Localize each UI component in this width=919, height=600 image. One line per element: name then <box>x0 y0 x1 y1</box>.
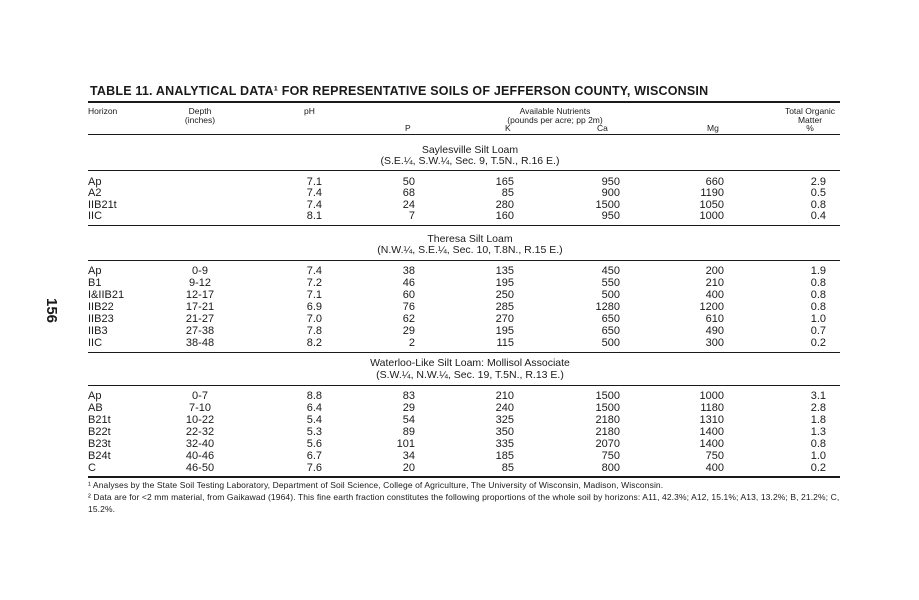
cell-ca: 2180 <box>595 414 620 426</box>
cell-k: 270 <box>495 313 514 325</box>
cell-k: 250 <box>495 289 514 301</box>
cell-ca: 500 <box>601 337 620 349</box>
table-row <box>0 301 919 313</box>
cell-organic-matter: 1.0 <box>810 313 826 325</box>
cell-ph: 5.4 <box>306 414 322 426</box>
cell-mg: 400 <box>705 462 724 474</box>
table-row <box>0 187 919 199</box>
cell-p: 101 <box>396 438 415 450</box>
cell-ph: 7.6 <box>306 462 322 474</box>
cell-k: 285 <box>495 301 514 313</box>
table-row <box>0 402 919 414</box>
cell-ca: 950 <box>601 176 620 188</box>
cell-horizon: C <box>88 462 96 474</box>
cell-mg: 200 <box>705 265 724 277</box>
cell-horizon: IIB21t <box>88 199 117 211</box>
cell-organic-matter: 2.8 <box>810 402 826 414</box>
cell-ca: 1500 <box>595 402 620 414</box>
table-row <box>0 462 919 474</box>
cell-organic-matter: 1.3 <box>810 426 826 438</box>
header-p: P <box>405 123 411 133</box>
cell-mg: 400 <box>705 289 724 301</box>
cell-p: 83 <box>402 390 415 402</box>
cell-ca: 2070 <box>595 438 620 450</box>
cell-ph: 8.8 <box>306 390 322 402</box>
section-title: Theresa Silt Loam <box>427 233 513 245</box>
cell-p: 50 <box>402 176 415 188</box>
section-location: (N.W.¼, S.E.¼, Sec. 10, T.8N., R.15 E.) <box>377 244 563 256</box>
cell-mg: 1200 <box>699 301 724 313</box>
cell-depth: 9-12 <box>188 277 212 289</box>
cell-mg: 1400 <box>699 426 724 438</box>
header-mg: Mg <box>707 123 719 133</box>
cell-ph: 5.3 <box>306 426 322 438</box>
cell-ph: 7.8 <box>306 325 322 337</box>
cell-mg: 1180 <box>700 402 724 414</box>
cell-k: 195 <box>495 277 514 289</box>
header-depth <box>170 107 230 124</box>
cell-mg: 1310 <box>699 414 724 426</box>
cell-horizon: AB <box>88 402 103 414</box>
section-location: (S.E.¼, S.W.¼, Sec. 9, T.5N., R.16 E.) <box>380 155 560 167</box>
cell-horizon: B21t <box>88 414 111 426</box>
section-location: (S.W.¼, N.W.¼, Sec. 19, T.5N., R.13 E.) <box>376 369 564 381</box>
cell-p: 20 <box>402 462 415 474</box>
cell-organic-matter: 0.8 <box>810 277 826 289</box>
cell-k: 185 <box>495 450 514 462</box>
cell-horizon: Ap <box>88 176 102 188</box>
cell-organic-matter: 0.8 <box>810 289 826 301</box>
header-k: K <box>505 123 511 133</box>
cell-k: 160 <box>495 210 514 222</box>
cell-depth: 10-22 <box>185 414 215 426</box>
table-row <box>0 325 919 337</box>
header-depth-unit: (inches) <box>184 114 216 125</box>
table-row <box>0 210 919 222</box>
cell-p: 2 <box>408 337 415 349</box>
cell-k: 195 <box>495 325 514 337</box>
cell-ph: 5.6 <box>306 438 322 450</box>
cell-ca: 1500 <box>595 390 620 402</box>
header-om-line3: % <box>806 123 814 133</box>
cell-k: 325 <box>495 414 514 426</box>
section-title: Saylesville Silt Loam <box>421 144 519 156</box>
cell-ca: 950 <box>601 210 620 222</box>
cell-organic-matter: 0.4 <box>810 210 826 222</box>
cell-ph: 7.4 <box>306 265 322 277</box>
table-title: TABLE 11. ANALYTICAL DATA¹ FOR REPRESENTATIVE SOILS OF JEFFERSON COUNTY, WISCONSIN <box>90 84 709 98</box>
cell-p: 76 <box>402 301 415 313</box>
cell-organic-matter: 0.5 <box>810 187 826 199</box>
cell-depth: 22-32 <box>185 426 215 438</box>
table-row <box>0 265 919 277</box>
cell-horizon: B23t <box>88 438 111 450</box>
cell-k: 165 <box>495 176 514 188</box>
section-rule <box>88 170 840 171</box>
cell-horizon: B24t <box>88 450 111 462</box>
cell-organic-matter: 0.8 <box>810 199 826 211</box>
table-row <box>0 337 919 349</box>
cell-ph: 8.2 <box>306 337 322 349</box>
cell-depth: 0-7 <box>192 390 208 402</box>
cell-horizon: B1 <box>88 277 102 289</box>
table-row <box>0 438 919 450</box>
cell-ca: 650 <box>601 325 620 337</box>
cell-depth: 32-40 <box>185 438 215 450</box>
cell-ph: 6.7 <box>306 450 322 462</box>
table-row <box>0 313 919 325</box>
footnote: ¹ Analyses by the State Soil Testing Laboratory, Department of Soil Science, College of Agriculture, The University of Wisconsin, Madison, Wisconsin. <box>88 480 664 490</box>
cell-ph: 7.4 <box>306 199 322 211</box>
header-om-line2: Matter <box>797 114 823 125</box>
cell-p: 62 <box>402 313 415 325</box>
header-depth-label: Depth <box>188 106 212 116</box>
header-om-line1: Total Organic <box>784 106 836 116</box>
table-row <box>0 450 919 462</box>
cell-ph: 7.2 <box>306 277 322 289</box>
header-ph: pH <box>304 106 315 116</box>
header-ca: Ca <box>597 123 608 133</box>
cell-p: 29 <box>402 325 415 337</box>
table-bottom-rule <box>88 476 840 478</box>
cell-ph: 6.4 <box>306 402 322 414</box>
header-top-rule <box>88 101 840 103</box>
page-number: 156 <box>43 298 60 324</box>
cell-horizon: IIC <box>88 210 103 222</box>
cell-k: 240 <box>495 402 514 414</box>
cell-ca: 450 <box>601 265 620 277</box>
cell-organic-matter: 0.8 <box>810 438 826 450</box>
cell-horizon: IIB3 <box>88 325 108 337</box>
cell-k: 85 <box>501 187 514 199</box>
cell-mg: 1050 <box>699 199 724 211</box>
cell-organic-matter: 1.0 <box>810 450 826 462</box>
cell-mg: 1000 <box>699 390 724 402</box>
cell-depth: 46-50 <box>185 462 215 474</box>
cell-horizon: Ap <box>88 265 102 277</box>
cell-k: 115 <box>496 337 514 349</box>
cell-p: 24 <box>402 199 415 211</box>
cell-horizon: IIC <box>88 337 103 349</box>
section-separator <box>88 225 840 226</box>
header-nutrients-label: Available Nutrients <box>519 106 591 116</box>
cell-p: 54 <box>402 414 415 426</box>
cell-ca: 2180 <box>595 426 620 438</box>
cell-k: 280 <box>495 199 514 211</box>
cell-p: 29 <box>402 402 415 414</box>
cell-ca: 750 <box>601 450 620 462</box>
cell-k: 210 <box>495 390 514 402</box>
cell-ph: 8.1 <box>306 210 322 222</box>
cell-mg: 210 <box>705 277 724 289</box>
cell-p: 89 <box>402 426 415 438</box>
section-rule <box>88 385 840 386</box>
cell-depth: 21-27 <box>185 313 215 325</box>
cell-k: 350 <box>495 426 514 438</box>
cell-ca: 550 <box>601 277 620 289</box>
cell-ph: 7.1 <box>306 289 322 301</box>
cell-mg: 300 <box>705 337 724 349</box>
cell-horizon: A2 <box>88 187 102 199</box>
cell-horizon: IIB23 <box>88 313 114 325</box>
cell-p: 38 <box>402 265 415 277</box>
cell-k: 335 <box>495 438 514 450</box>
cell-horizon: I&IIB21 <box>88 289 125 301</box>
cell-organic-matter: 2.9 <box>810 176 826 188</box>
cell-k: 135 <box>495 265 514 277</box>
cell-p: 7 <box>408 210 415 222</box>
cell-depth: 12-17 <box>185 289 215 301</box>
cell-p: 68 <box>402 187 415 199</box>
cell-mg: 660 <box>705 176 724 188</box>
cell-organic-matter: 1.9 <box>810 265 826 277</box>
header-bottom-rule <box>88 134 840 135</box>
cell-mg: 1000 <box>699 210 724 222</box>
cell-ca: 500 <box>601 289 620 301</box>
cell-mg: 750 <box>705 450 724 462</box>
table-row <box>0 426 919 438</box>
cell-mg: 1190 <box>700 187 724 199</box>
cell-p: 46 <box>402 277 415 289</box>
cell-horizon: B22t <box>88 426 111 438</box>
header-horizon: Horizon <box>88 106 118 116</box>
cell-ca: 900 <box>601 187 620 199</box>
cell-depth: 40-46 <box>185 450 215 462</box>
cell-ca: 800 <box>601 462 620 474</box>
cell-depth: 27-38 <box>185 325 215 337</box>
cell-ph: 7.0 <box>306 313 322 325</box>
cell-depth: 17-21 <box>185 301 215 313</box>
cell-horizon: Ap <box>88 390 102 402</box>
footnote: ² Data are for <2 mm material, from Gaikawad (1964). This fine earth fraction constitutes the following proportions of the whole soil by horizons: A11, 42.3%; A12, 15.1%; A13, 13.2%; B, 21.2%; C, 15.2%. <box>88 492 840 514</box>
cell-organic-matter: 0.2 <box>810 337 826 349</box>
cell-depth: 7-10 <box>188 402 212 414</box>
cell-mg: 1400 <box>699 438 724 450</box>
cell-ph: 7.1 <box>306 176 322 188</box>
section-rule <box>88 260 840 261</box>
table-row <box>0 390 919 402</box>
cell-organic-matter: 0.7 <box>810 325 826 337</box>
cell-organic-matter: 0.8 <box>810 301 826 313</box>
cell-p: 34 <box>402 450 415 462</box>
section-separator <box>88 352 840 353</box>
cell-organic-matter: 0.2 <box>810 462 826 474</box>
cell-ca: 1500 <box>595 199 620 211</box>
cell-organic-matter: 1.8 <box>810 414 826 426</box>
header-nutrients <box>450 107 660 124</box>
cell-horizon: IIB22 <box>88 301 114 313</box>
cell-ph: 7.4 <box>306 187 322 199</box>
table-row <box>0 277 919 289</box>
cell-organic-matter: 3.1 <box>810 390 826 402</box>
cell-ca: 1280 <box>595 301 620 313</box>
table-row <box>0 289 919 301</box>
cell-ph: 6.9 <box>306 301 322 313</box>
cell-p: 60 <box>402 289 415 301</box>
header-nutrients-unit: (pounds per acre; pp 2m) <box>507 114 603 125</box>
cell-mg: 490 <box>705 325 724 337</box>
cell-mg: 610 <box>705 313 724 325</box>
header-organic-matter <box>770 107 850 133</box>
cell-depth: 0-9 <box>192 265 208 277</box>
table-row <box>0 414 919 426</box>
cell-k: 85 <box>501 462 514 474</box>
section-title: Waterloo-Like Silt Loam: Mollisol Associate <box>370 357 570 369</box>
cell-ca: 650 <box>601 313 620 325</box>
cell-depth: 38-48 <box>185 337 215 349</box>
